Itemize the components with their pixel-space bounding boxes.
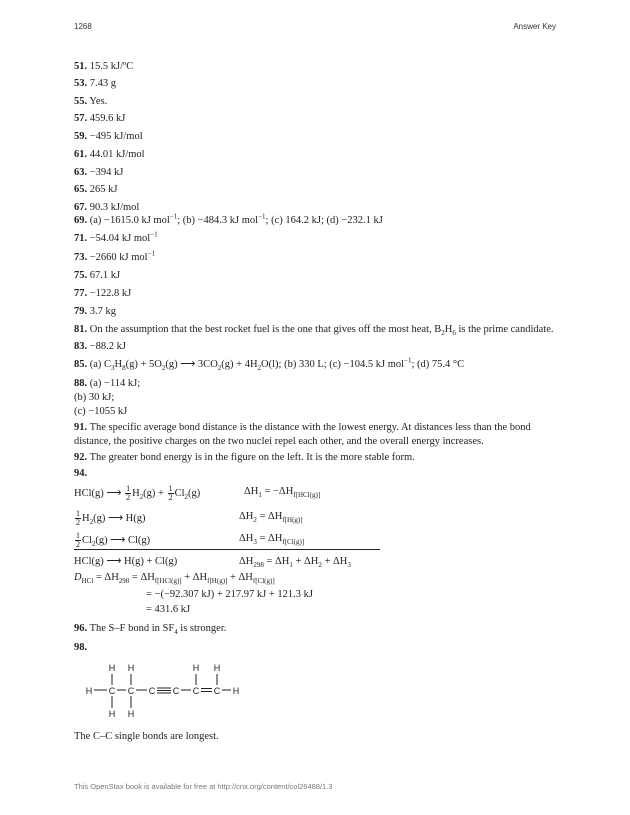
footer-attribution: This OpenStax book is available for free at http://cnx.org/content/col26488/1.3	[74, 782, 333, 791]
calc-row-2-rhs: $\Delta H_2 = \Delta H_{f[H(g)]}$	[239, 511, 303, 525]
answer-98-note: The C–C single bonds are longest.	[74, 731, 219, 742]
calc-d-line-2: = −(−92.307 kJ) + 217.97 kJ + 121.3 kJ	[146, 589, 313, 600]
calc-row-3-rhs: $\Delta H_3 = \Delta H_{f[Cl(g)]}$	[239, 533, 305, 547]
answer-81: 81. On the assumption that the best rocket fuel is the one that gives off the most heat, $B_2H_6$ is the prime candidate.	[74, 324, 554, 338]
calc-d-line-1: $D_{HCl} = \Delta H_{298} = \Delta H_{f[HCl(g)]} + \Delta H_{f[H(g)]} + \Delta H_{f[Cl(g)]}$	[74, 572, 275, 586]
calc-row-1: HCl(g) ⟶ $\frac{1}{2}$ $H_2(g)$ + $\frac{1}{2}$ $Cl_2(g)$	[74, 484, 201, 502]
calc-row-4-rhs: $\Delta H_{298} = \Delta H_1 + \Delta H_2 + \Delta H_3$	[239, 556, 351, 570]
atom-H: H	[192, 663, 200, 673]
atom-H: H	[127, 663, 135, 673]
answer-83: 83. −88.2 kJ	[74, 341, 127, 352]
running-header: Answer Key	[513, 22, 556, 31]
answer-item: 63. −394 kJ	[74, 167, 124, 178]
atom-H: H	[108, 663, 116, 673]
answer-88: 88. (a) −114 kJ; (b) 30 kJ; (c) −1055 kJ	[74, 378, 141, 418]
atom-C: C	[127, 686, 135, 696]
calc-row-4: HCl(g) ⟶ H(g) + Cl(g)	[74, 556, 178, 567]
answer-77: 77. −122.8 kJ	[74, 288, 132, 299]
answer-item: 67. 90.3 kJ/mol	[74, 202, 140, 213]
atom-C: C	[148, 686, 156, 696]
lewis-structure	[84, 660, 254, 720]
answer-96: 96. The S–F bond in $SF_4$ is stronger.	[74, 623, 227, 637]
fraction: $\frac{1}{2}$	[76, 509, 80, 527]
calc-row-1-rhs: $\Delta H_1 = -\Delta H_{f[HCl(g)]}$	[244, 486, 321, 500]
answer-75: 75. 67.1 kJ	[74, 270, 121, 281]
atom-C: C	[213, 686, 221, 696]
atom-H: H	[85, 686, 93, 696]
answer-item: 61. 44.01 kJ/mol	[74, 149, 145, 160]
answer-item: 51. 15.5 kJ/ºC	[74, 61, 134, 72]
answer-73: 73. −2660 kJ mol$^{-1}$	[74, 249, 156, 263]
atom-C: C	[108, 686, 116, 696]
calc-row-2: $\frac{1}{2}$ $H_2(g)$ ⟶ H(g)	[76, 509, 146, 527]
fraction: $\frac{1}{2}$	[126, 484, 131, 502]
atom-H: H	[127, 709, 135, 719]
answer-item: 53. 7.43 g	[74, 78, 116, 89]
answer-item: 57. 459.6 kJ	[74, 113, 126, 124]
answer-79: 79. 3.7 kg	[74, 306, 116, 317]
answer-69: 69. (a) −1615.0 kJ mol$^{-1}$; (b) −484.3 kJ mol$^{-1}$; (c) 164.2 kJ; (d) −232.1 kJ	[74, 212, 383, 226]
atom-H: H	[232, 686, 240, 696]
calc-d-line-3: = 431.6 kJ	[146, 604, 191, 615]
answer-item: 65. 265 kJ	[74, 184, 118, 195]
atom-H: H	[213, 663, 221, 673]
answer-item: 59. −495 kJ/mol	[74, 131, 143, 142]
sum-rule	[74, 549, 380, 550]
page-number: 1268	[74, 22, 92, 31]
answer-98: 98.	[74, 642, 88, 653]
fraction: $\frac{1}{2}$	[76, 531, 80, 549]
answer-85: 85. (a) $C_3H_8(g) + 5O_2(g)$ ⟶ $3CO_2(g) + 4H_2O(l)$; (b) 330 L; (c) −104.5 kJ mol$^{-1}$; (d) 75.4 °C	[74, 356, 465, 373]
answer-item: 55. Yes.	[74, 96, 108, 107]
answer-94: 94.	[74, 468, 88, 479]
atom-C: C	[192, 686, 200, 696]
answer-91: 91. The specific average bond distance is the distance with the lowest energy. At distances less than the bond distance, the positive charges on the two nuclei repel each other, and the overall energy increases.	[74, 422, 531, 448]
atom-H: H	[108, 709, 116, 719]
calc-row-3: $\frac{1}{2}$ $Cl_2(g)$ ⟶ Cl(g)	[76, 531, 151, 549]
answer-92: 92. The greater bond energy is in the figure on the left. It is the more stable form.	[74, 452, 415, 463]
atom-C: C	[172, 686, 180, 696]
answer-71: 71. −54.04 kJ mol$^{-1}$	[74, 230, 158, 244]
fraction: $\frac{1}{2}$	[168, 484, 173, 502]
